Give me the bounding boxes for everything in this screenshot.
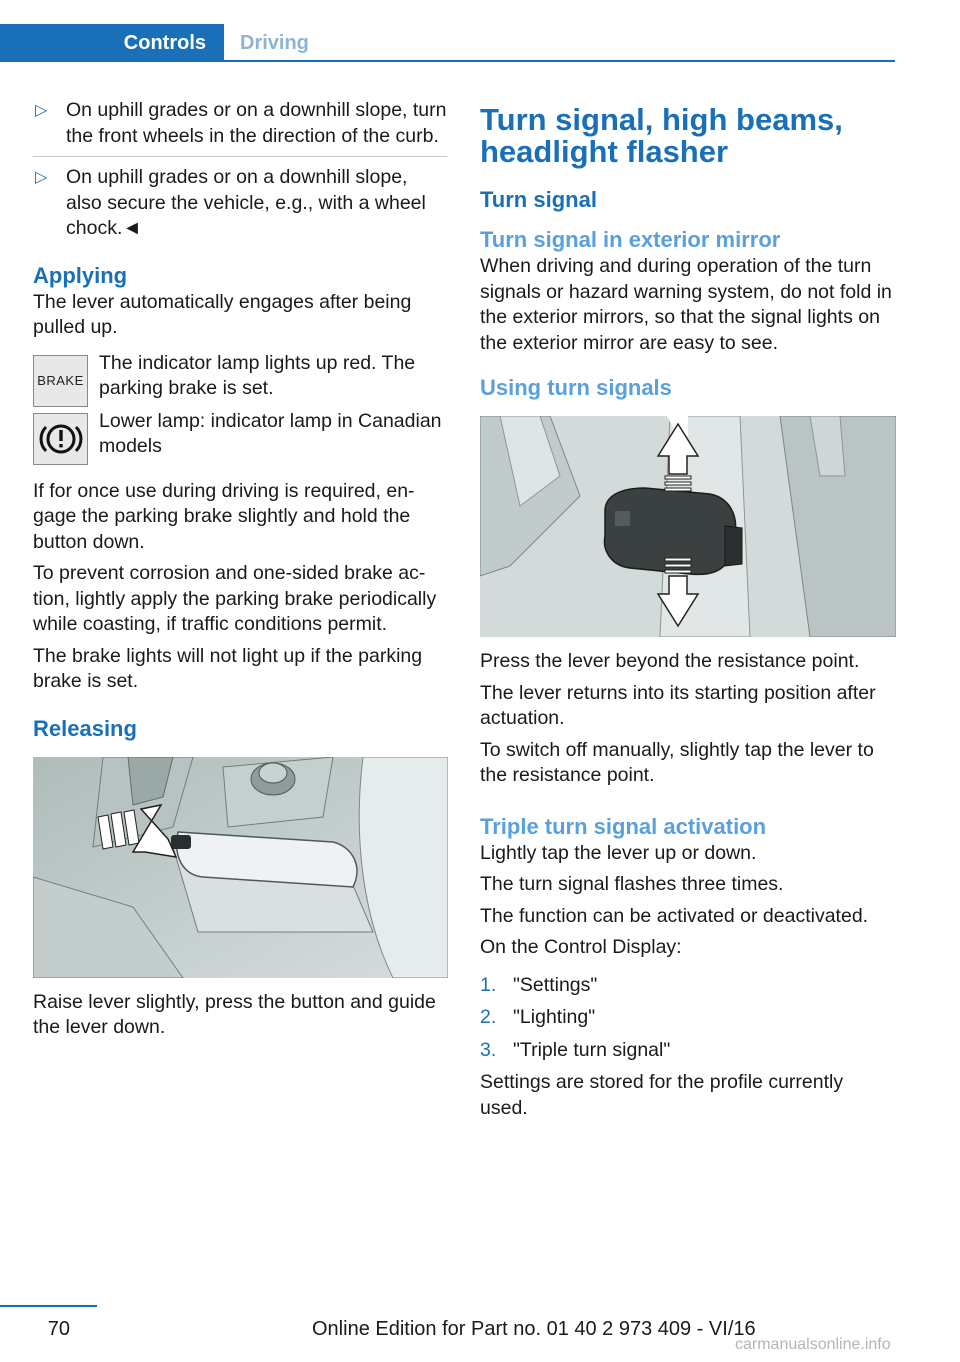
indicator-text-2: Lower lamp: indicator lamp in Canadian models (99, 409, 442, 457)
tab-controls[interactable]: Controls (0, 24, 224, 62)
triangle-bullet-icon: ▷ (35, 169, 48, 186)
turn-signal-heading: Turn signal (480, 187, 597, 212)
paragraph: The brake lights will not light up if the parking brake is set. (33, 644, 423, 692)
paragraph: To prevent corrosion and one-sided brake ac-tion, lightly apply the parking brake periodically while coasting, if traffic conditions permit. (33, 562, 437, 635)
applying-heading: Applying (33, 262, 128, 288)
step-label: "Lighting" (513, 1006, 596, 1028)
divider (33, 156, 447, 157)
step-number: 1. (480, 973, 497, 996)
footer-rule (0, 1305, 97, 1307)
step-label: "Triple turn signal" (513, 1038, 671, 1061)
turn-signal-lever-photo (480, 416, 896, 637)
right-column (480, 98, 896, 1127)
triangle-bullet-icon: ▷ (35, 102, 48, 119)
applying-text: The lever automatically engages after being pulled up. (33, 290, 412, 338)
section-tabs (0, 24, 895, 62)
triple-text-2: The turn signal flashes three times. (480, 873, 784, 895)
releasing-heading: Releasing (33, 715, 137, 741)
releasing-caption: Raise lever slightly, press the button and guide the lever down. (33, 990, 436, 1038)
indicator-row-canadian (33, 409, 447, 465)
steps-list (480, 973, 896, 1064)
bullet-text: On uphill grades or on a downhill slope, turn the front wheels in the direction of the curb. (66, 99, 447, 147)
using-heading: Using turn signals (480, 375, 672, 400)
list-item (33, 165, 447, 242)
paragraph: If for once use during driving is required, en-gage the parking brake slightly and hold the button down. (33, 479, 415, 553)
mirror-text: When driving and during operation of the turn signals or hazard warning system, do not fold in the exterior mirrors, so that the signal lights on the exterior mirror are easy to see. (480, 255, 892, 354)
triple-text-4: On the Control Display: (480, 936, 682, 958)
parking-brake-canadian-icon (33, 413, 88, 465)
list-item (480, 1038, 896, 1064)
left-column (33, 98, 447, 1047)
using-text-2: The lever returns into its starting position after actuation. (480, 681, 876, 729)
tab-driving[interactable]: Driving (240, 32, 309, 54)
step-label: "Settings" (513, 973, 598, 996)
watermark: carmanualsonline.info (735, 1336, 891, 1353)
brake-icon-label: BRAKE (37, 372, 84, 388)
section-title: Turn signal, high beams, headlight flasher (480, 102, 843, 169)
list-item (33, 98, 447, 149)
parking-brake-photo (33, 757, 448, 978)
triple-heading: Triple turn signal activation (480, 813, 767, 839)
list-item (480, 973, 896, 999)
edition-note: Online Edition for Part no. 01 40 2 973 409 - VI/16 (312, 1318, 756, 1340)
indicator-text-1: The indicator lamp lights up red. The parking brake is set. (99, 351, 416, 399)
step-number: 2. (480, 1006, 497, 1028)
triple-text-1: Lightly tap the lever up or down. (480, 841, 757, 864)
list-item (480, 1005, 896, 1031)
using-text-1: Press the lever beyond the resistance point. (480, 650, 860, 672)
indicator-row-brake (33, 351, 447, 407)
brake-indicator-icon (33, 355, 88, 407)
mirror-heading: Turn signal in exterior mirror (480, 227, 781, 252)
triple-text-3: The function can be activated or deactivated. (480, 904, 869, 927)
bullet-text: On uphill grades or on a downhill slope, also secure the vehicle, e.g., with a wheel chock.◄ (66, 166, 426, 239)
settings-note: Settings are stored for the profile currently used. (480, 1071, 844, 1119)
step-number: 3. (480, 1038, 497, 1061)
page-number: 70 (47, 1318, 70, 1340)
using-text-3: To switch off manually, slightly tap the lever to the resistance point. (480, 738, 874, 786)
